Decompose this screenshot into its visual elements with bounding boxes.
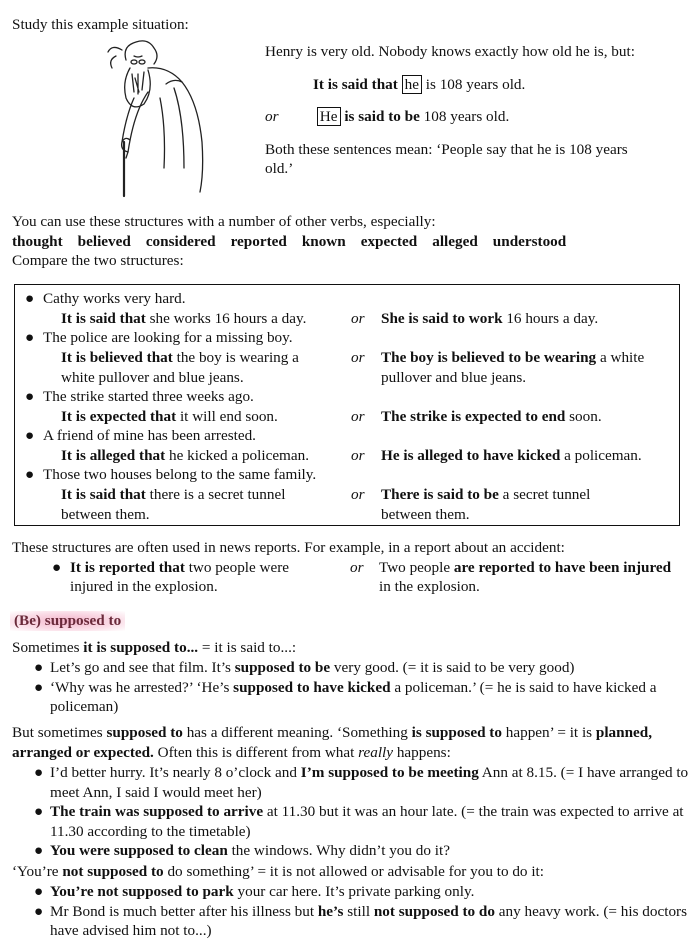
or-word: or xyxy=(350,558,364,576)
example-list-1 xyxy=(34,658,690,717)
bullet-icon: ● xyxy=(25,290,35,307)
bullet-icon: ● xyxy=(34,803,44,821)
list-item: ● Let’s go and see that film. It’s supposed to be very good. (= it is said to be very good) xyxy=(34,659,575,676)
section-heading: (Be) supposed to xyxy=(10,611,125,631)
verb-item: believed xyxy=(77,232,131,250)
verb-item: alleged xyxy=(432,232,478,250)
bullet-icon: ● xyxy=(34,883,44,900)
ex2-boxed-subject: He xyxy=(317,107,341,126)
bullet-icon: ● xyxy=(25,329,35,346)
row-left: It is alleged that he kicked a policeman. xyxy=(61,447,310,464)
news-example xyxy=(12,558,692,598)
or-word: or xyxy=(351,447,365,464)
verbs-section xyxy=(12,212,692,271)
bullet-icon: ● xyxy=(34,678,44,696)
verb-item: reported xyxy=(230,232,287,250)
row-sentence: The police are looking for a missing boy. xyxy=(43,329,293,346)
list-item: ● Mr Bond is much better after his illness but he’s still not supposed to do any heavy work. (= his doctors have advised him not to...) xyxy=(34,902,688,940)
or-word: or xyxy=(351,486,365,503)
news-right: Two people are reported to have been injured in the explosion. xyxy=(379,558,672,596)
or-word: or xyxy=(351,310,365,327)
bullet-icon: ● xyxy=(34,842,44,860)
row-right: He is alleged to have kicked a policeman. xyxy=(381,447,642,464)
row-right: The boy is believed to be wearing a white pullover and blue jeans. xyxy=(381,349,645,386)
list-item: ● You were supposed to clean the windows. Why didn’t you do it? xyxy=(34,842,450,860)
or-word: or xyxy=(265,108,279,126)
ex2-rest: 108 years old. xyxy=(423,108,510,126)
row-sentence: A friend of mine has been arrested. xyxy=(43,427,256,444)
bullet-icon: ● xyxy=(25,466,35,483)
supposed-meaning-paragraph: But sometimes supposed to has a different meaning. ‘Something is supposed to happen’ = it is planned, arranged or expected. Often this is different from what really happens: xyxy=(12,724,653,761)
row-sentence: The strike started three weeks ago. xyxy=(43,388,254,405)
bullet-icon: ● xyxy=(25,427,35,444)
intro-line: Study this example situation: xyxy=(12,16,189,33)
row-right: There is said to be a secret tunnel between them. xyxy=(381,486,591,523)
or-word: or xyxy=(351,408,365,425)
row-sentence: Cathy works very hard. xyxy=(43,290,186,307)
verb-item: understood xyxy=(492,232,567,250)
row-left: It is believed that the boy is wearing a white pullover and blue jeans. xyxy=(61,349,299,386)
verb-item: expected xyxy=(360,232,418,250)
ex1-boxed-subject: he xyxy=(402,75,422,94)
row-right: She is said to work 16 hours a day. xyxy=(381,310,599,327)
news-section xyxy=(12,538,692,598)
not-supposed-paragraph: ‘You’re not supposed to do something’ = it is not allowed or advisable for you to do it: xyxy=(12,863,544,880)
henry-line: Henry is very old. Nobody knows exactly how old he is, but: xyxy=(265,43,635,60)
ex1-bold: It is said that xyxy=(313,75,398,93)
row-sentence: Those two houses belong to the same family. xyxy=(43,466,317,483)
verb-item: thought xyxy=(12,232,63,250)
bullet-icon: ● xyxy=(34,659,44,676)
or-word: or xyxy=(351,349,365,366)
bullet-icon: ● xyxy=(34,902,44,920)
row-left: It is said that there is a secret tunnel between them. xyxy=(61,486,286,523)
verb-item: considered xyxy=(145,232,216,250)
bullet-icon: ● xyxy=(34,764,44,781)
old-man-illustration xyxy=(104,38,214,198)
list-item: ● The train was supposed to arrive at 11.30 but it was an hour late. (= the train was expected to arrive at 11.30 according to the timetable) xyxy=(34,803,684,840)
bullet-icon: ● xyxy=(52,558,62,576)
supposed-intro: Sometimes it is supposed to... = it is said to...: xyxy=(12,639,297,656)
list-item: ● I’d better hurry. It’s nearly 8 o’clock and I’m supposed to be meeting Ann at 8.15. (= I have arranged to meet Ann, I said I would meet her) xyxy=(34,764,689,801)
bullet-icon: ● xyxy=(25,388,35,405)
news-intro: These structures are often used in news reports. For example, in a report about an accident: xyxy=(12,539,565,556)
news-left: It is reported that two people were injured in the explosion. xyxy=(70,558,290,596)
example-list-3 xyxy=(34,882,690,941)
comparison-box xyxy=(14,284,680,526)
verbs-intro: You can use these structures with a number of other verbs, especially: xyxy=(12,213,436,230)
row-left: It is expected that it will end soon. xyxy=(61,408,278,425)
verb-item: known xyxy=(301,232,346,250)
ex2-bold: is said to be xyxy=(344,108,420,126)
example-he-is-said xyxy=(265,107,690,127)
example-list-2 xyxy=(34,763,690,861)
ex1-rest: is 108 years old. xyxy=(425,75,526,93)
example-it-is-said xyxy=(313,75,700,95)
list-item: ● You’re not supposed to park your car here. It’s private parking only. xyxy=(34,883,475,900)
row-left: It is said that she works 16 hours a day. xyxy=(61,310,307,327)
verb-list xyxy=(12,232,692,252)
both-sentences-mean: Both these sentences mean: ‘People say that he is 108 years old.’ xyxy=(265,140,628,178)
row-right: The strike is expected to end soon. xyxy=(381,408,602,425)
list-item: ● ‘Why was he arrested?’ ‘He’s supposed to have kicked a policeman.’ (= he is said to have kicked a policeman) xyxy=(34,678,657,716)
compare-line: Compare the two structures: xyxy=(12,252,184,270)
henry-example xyxy=(265,42,690,192)
